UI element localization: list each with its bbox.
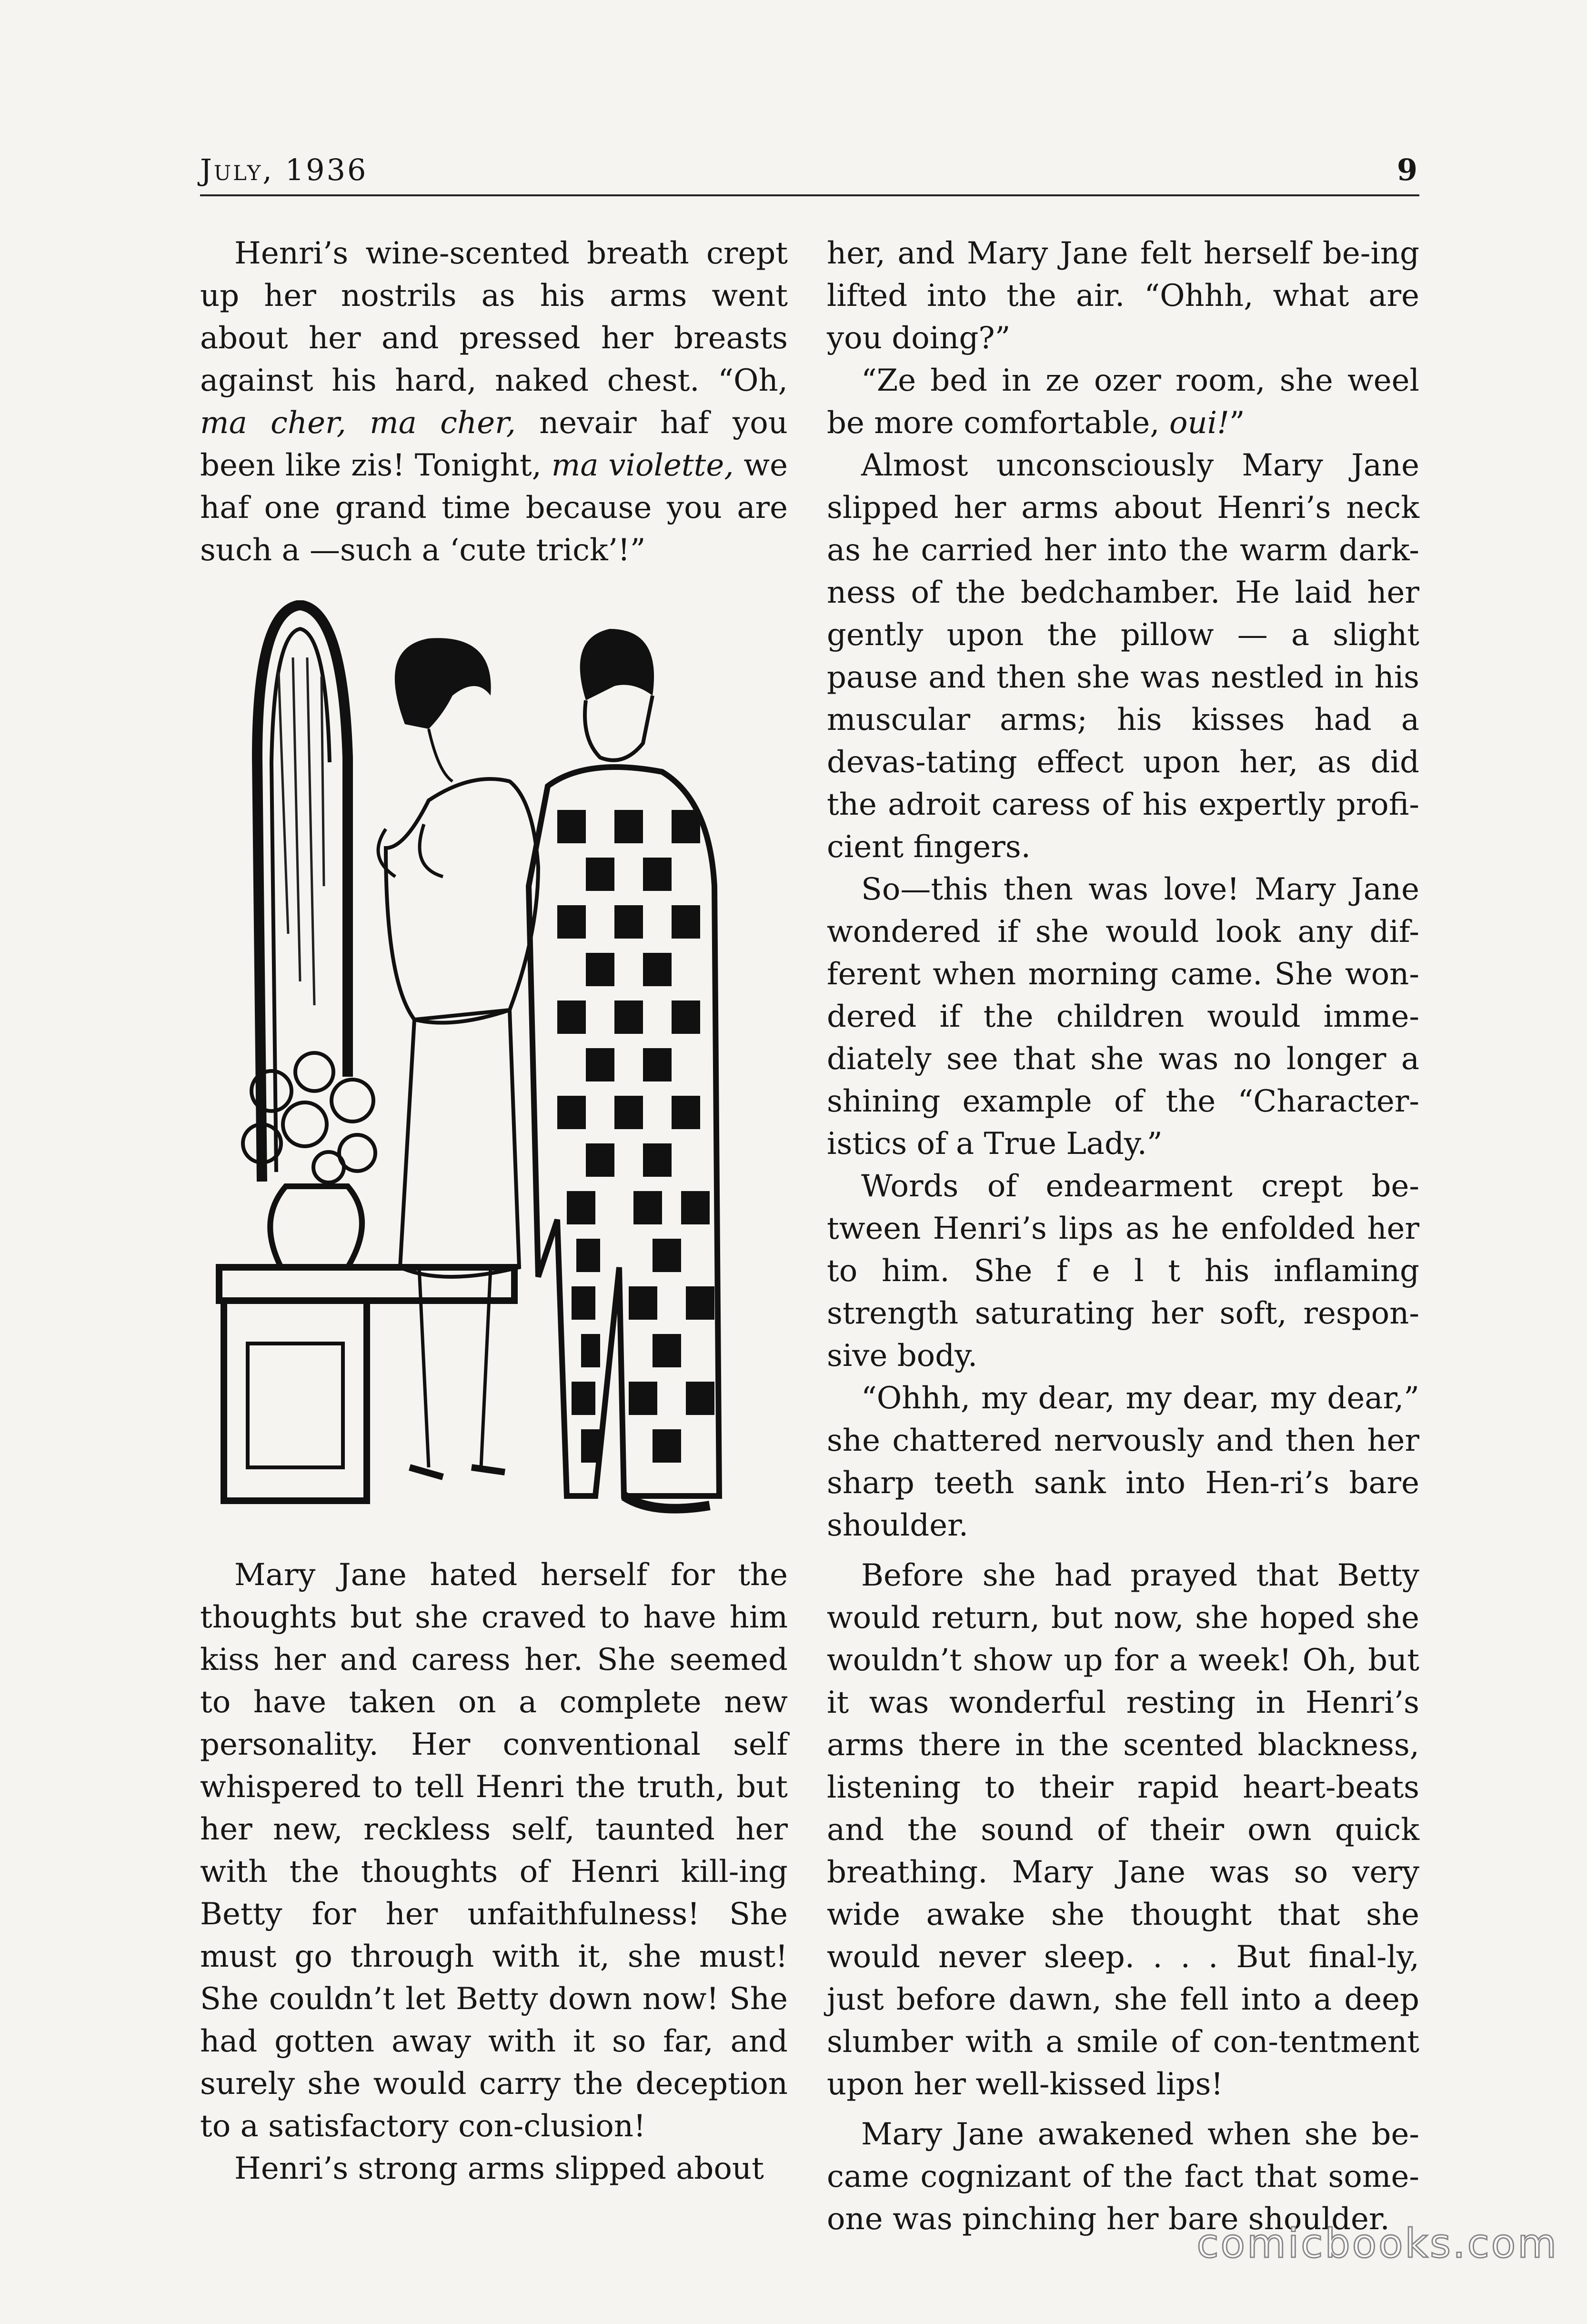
header-month: July, 1936 xyxy=(200,152,368,187)
paragraph: her, and Mary Jane felt herself be-ing lifted into the air. “Ohhh, what are you doing?” xyxy=(827,236,1419,356)
paragraph: “Ohhh, my dear, my dear, my dear,” she chattered nervously and then her sharp teeth sank into Hen-ri’s bare shoulder. xyxy=(827,1381,1419,1543)
paragraph: Henri’s strong arms slipped about xyxy=(234,2151,764,2186)
left-column-top xyxy=(200,232,788,572)
page-number: 9 xyxy=(1396,152,1419,187)
paragraph: Before she had prayed that Betty would return, but now, she hoped she wouldn’t show up for a week! Oh, but it was wonderful resting in Henri’s arms there in the scented blackness, listening to their rapid heart-beats and the sound of their own quick breathing. Mary Jane was so very wide awake she thought that she would never sleep. . . . But final-ly, just before dawn, she fell into a deep slumber with a smile of con-tentment upon her well-kissed lips! xyxy=(827,1558,1419,2102)
illustration xyxy=(205,600,757,1534)
paragraph: Almost unconsciously Mary Jane slipped her arms about Henri’s neck as he carried her into the warm dark-ness of the bedchamber. He laid her gently upon the pillow — a slight pause and then she was nestled in his muscular arms; his kisses had a devas-tating effect upon her, as did the adroit caress of his expertly profi-cient fingers. xyxy=(827,448,1419,865)
paragraph: “Ze bed in ze ozer room, she weel be more comfortable, oui!” xyxy=(827,363,1419,441)
paragraph: Mary Jane awakened when she be-came cognizant of the fact that some-one was pinching her bare shoulder. xyxy=(827,2117,1419,2237)
left-column-bottom xyxy=(200,1554,788,2190)
right-column xyxy=(827,232,1419,2241)
running-head xyxy=(200,152,1419,196)
paragraph: Words of endearment crept be-tween Henri’s lips as he enfolded her to him. She f e l t his inflaming strength saturating her soft, respon-sive body. xyxy=(827,1169,1419,1374)
paragraph: So—this then was love! Mary Jane wondered if she would look any dif-ferent when morning came. She won-dered if the children would imme-diately see that she was no longer a shining example of the “Character-istics of a True Lady.” xyxy=(827,872,1419,1162)
paragraph: Mary Jane hated herself for the thoughts but she craved to have him kiss her and caress her. She seemed to have taken on a complete new personality. Her conventional self whispered to tell Henri the truth, but her new, reckless self, taunted her with the thoughts of Henri kill-ing Betty for her unfaithfulness! She must go through with it, she must! She couldn’t let Betty down now! She had gotten away with it so far, and surely she would carry the deception to a satisfactory con-clusion! xyxy=(200,1557,788,2144)
paragraph: Henri’s wine-scented breath crept up her nostrils as his arms went about her and pressed her breasts against his hard, naked chest. “Oh, ma cher, ma cher, nevair haf you been like zis! Tonight, ma violette, we haf one grand time because you are such a —such a ‘cute trick’!” xyxy=(200,236,788,568)
watermark: comicbooks.com xyxy=(1196,2220,1558,2267)
couple-illustration xyxy=(205,600,757,1534)
